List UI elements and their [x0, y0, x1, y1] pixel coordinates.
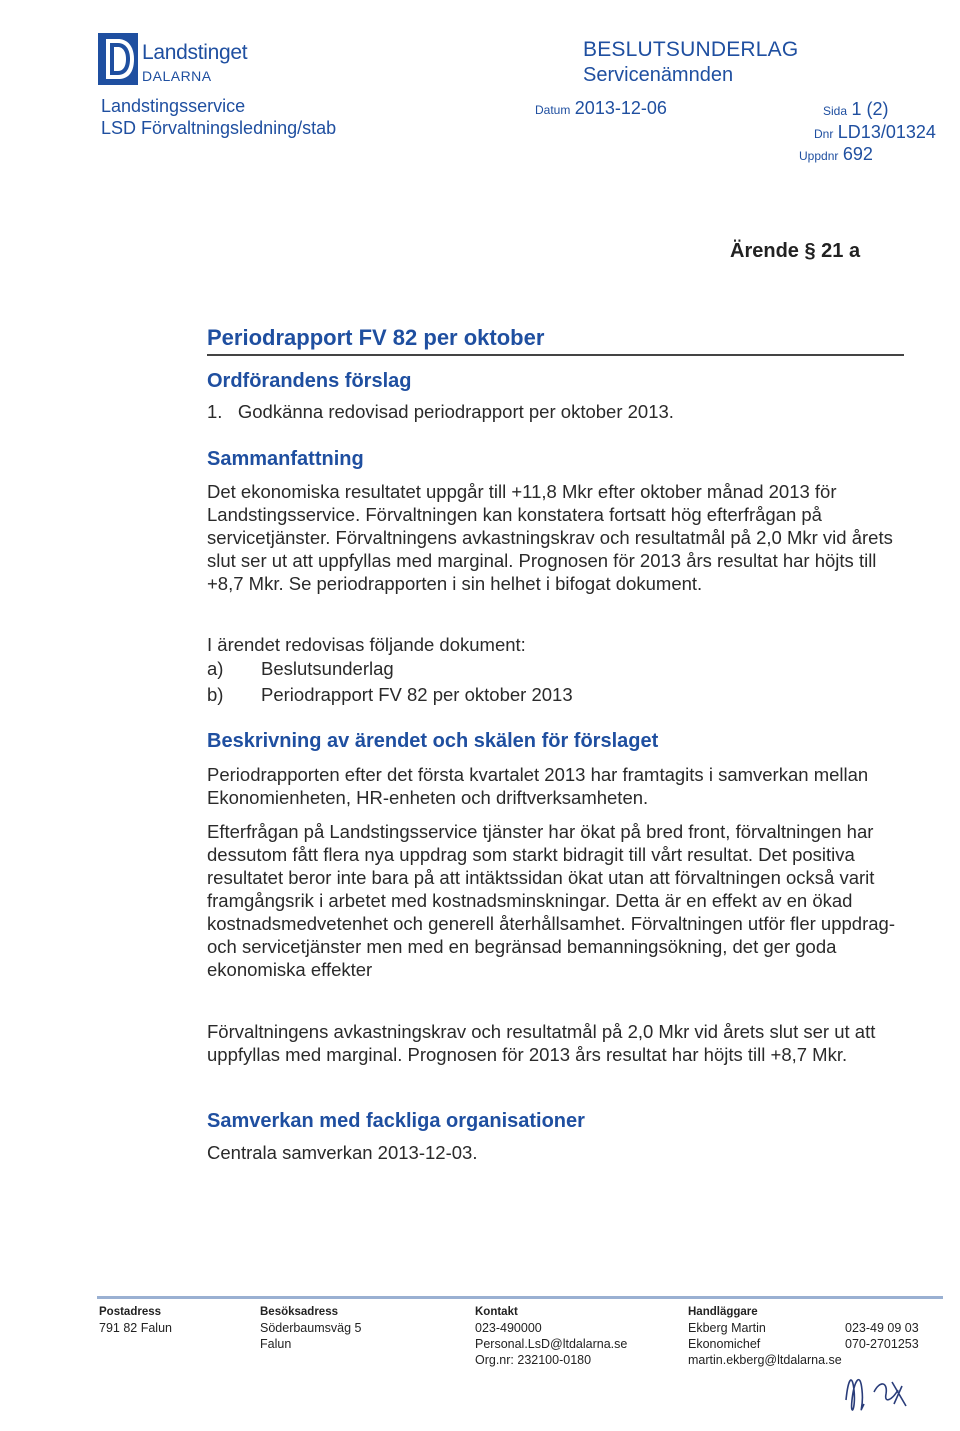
- list-marker: b): [207, 684, 224, 705]
- description-paragraph-2: Efterfrågan på Landstingsservice tjänster har ökat på bred front, förvaltningen har dessutom fått flera nya uppdrag som starkt bidragit till vårt resultat. Det positiva resultatet beror inte bara på att intäktssidan ökat utan att förvaltningen också varit framgångsrik i arbetet med kostnadsminskningar. Detta är en effekt av en ökad kostnadsmedvetenhet och generell återhållsamhet. Förvaltningen utför fler uppdrag- och servicetjänster men med en begränsad bemanningsökning, det ger goda ekonomiska effekter: [207, 821, 895, 980]
- dnr-label: Dnr: [814, 127, 834, 141]
- registration-number-field: [814, 122, 936, 143]
- case-officer-title: Ekonomichef: [688, 1337, 761, 1351]
- list-label: Periodrapport FV 82 per oktober 2013: [261, 684, 573, 705]
- description-paragraph-1: Periodrapporten efter det första kvartalet 2013 har framtagits i samverkan mellan Ekonomienheten, HR-enheten och driftverksamheten.: [207, 764, 869, 808]
- page-number-field: [823, 99, 889, 120]
- cooperation-text: Centrala samverkan 2013-12-03.: [207, 1142, 478, 1163]
- landstinget-logo-mark: [98, 33, 138, 85]
- case-number: Ärende § 21 a: [730, 240, 861, 262]
- date-label: Datum: [535, 103, 571, 117]
- footer-label: Handläggare: [688, 1306, 758, 1318]
- date-value: 2013-12-06: [574, 98, 667, 118]
- footer-label: Postadress: [99, 1306, 162, 1318]
- contact-email[interactable]: Personal.LsD@ltdalarna.se: [475, 1337, 628, 1351]
- summary-text: Det ekonomiska resultatet uppgår till +11,8 Mkr efter oktober månad 2013 för Landstingsservice. Förvaltningen kan konstatera fortsatt hög efterfrågan på servicetjänster. Förvaltningens avkastningskrav och resultatmål på 2,0 Mkr vid årets slut ser ut att uppfyllas med marginal. Prognosen för 2013 års resultat har höjts till +8,7 Mkr. Se periodrapporten i sin helhet i bifogat dokument.: [207, 481, 893, 594]
- document-title: Periodrapport FV 82 per oktober: [207, 325, 545, 350]
- logo-line1: Landstinget: [142, 41, 248, 64]
- document-list-item: [207, 684, 573, 706]
- case-officer-mobile: 070-2701253: [845, 1337, 919, 1351]
- visiting-street: Söderbaumsväg 5: [260, 1321, 362, 1335]
- list-marker: a): [207, 658, 224, 679]
- description-heading: Beskrivning av ärendet och skälen för förslaget: [207, 730, 659, 752]
- footer-phones: [845, 1320, 919, 1352]
- org-subunit: LSD Förvaltningsledning/stab: [101, 118, 337, 138]
- proposal-item: 1. Godkänna redovisad periodrapport per oktober 2013.: [207, 401, 674, 422]
- footer-label: Kontakt: [475, 1306, 518, 1318]
- landstinget-logo: [98, 33, 258, 88]
- summary-heading: Sammanfattning: [207, 448, 364, 470]
- page-label: Sida: [823, 104, 848, 118]
- proposal-heading: Ordförandens förslag: [207, 370, 412, 392]
- board-name: Servicenämnden: [583, 64, 734, 86]
- postal-address: 791 82 Falun: [99, 1321, 172, 1335]
- visiting-city: Falun: [260, 1337, 292, 1351]
- cooperation-heading: Samverkan med fackliga organisationer: [207, 1110, 585, 1132]
- uppdnr-value: 692: [842, 144, 873, 164]
- description-paragraph-3: Förvaltningens avkastningskrav och resultatmål på 2,0 Mkr vid årets slut ser ut att uppfyllas med marginal. Prognosen för 2013 års resultat har höjts till +8,7 Mkr.: [207, 1021, 876, 1065]
- footer-case-officer: [688, 1304, 842, 1368]
- date-field: [535, 98, 667, 119]
- footer-postal-address: [99, 1304, 172, 1336]
- org-unit: Landstingsservice: [101, 96, 246, 116]
- footer-visiting-address: [260, 1304, 361, 1352]
- documents-intro: I ärendet redovisas följande dokument:: [207, 634, 526, 655]
- uppdnr-label: Uppdnr: [799, 149, 839, 163]
- case-officer-email[interactable]: martin.ekberg@ltdalarna.se: [688, 1353, 842, 1367]
- document-list-item: [207, 658, 394, 680]
- list-label: Beslutsunderlag: [261, 658, 394, 679]
- document-type: BESLUTSUNDERLAG: [583, 38, 799, 61]
- footer-contact: [475, 1304, 627, 1368]
- handwritten-initials: [840, 1360, 930, 1420]
- title-divider: [207, 354, 904, 356]
- case-officer-phone: 023-49 09 03: [845, 1321, 919, 1335]
- case-officer-name: Ekberg Martin: [688, 1321, 766, 1335]
- org-number: Org.nr: 232100-0180: [475, 1353, 592, 1367]
- dnr-value: LD13/01324: [837, 122, 936, 142]
- logo-line2: DALARNA: [142, 68, 212, 84]
- contact-phone: 023-490000: [475, 1321, 542, 1335]
- page-value: 1 (2): [851, 99, 889, 119]
- footer-label: Besöksadress: [260, 1306, 338, 1318]
- footer-divider: [97, 1296, 943, 1299]
- assignment-number-field: [799, 144, 873, 165]
